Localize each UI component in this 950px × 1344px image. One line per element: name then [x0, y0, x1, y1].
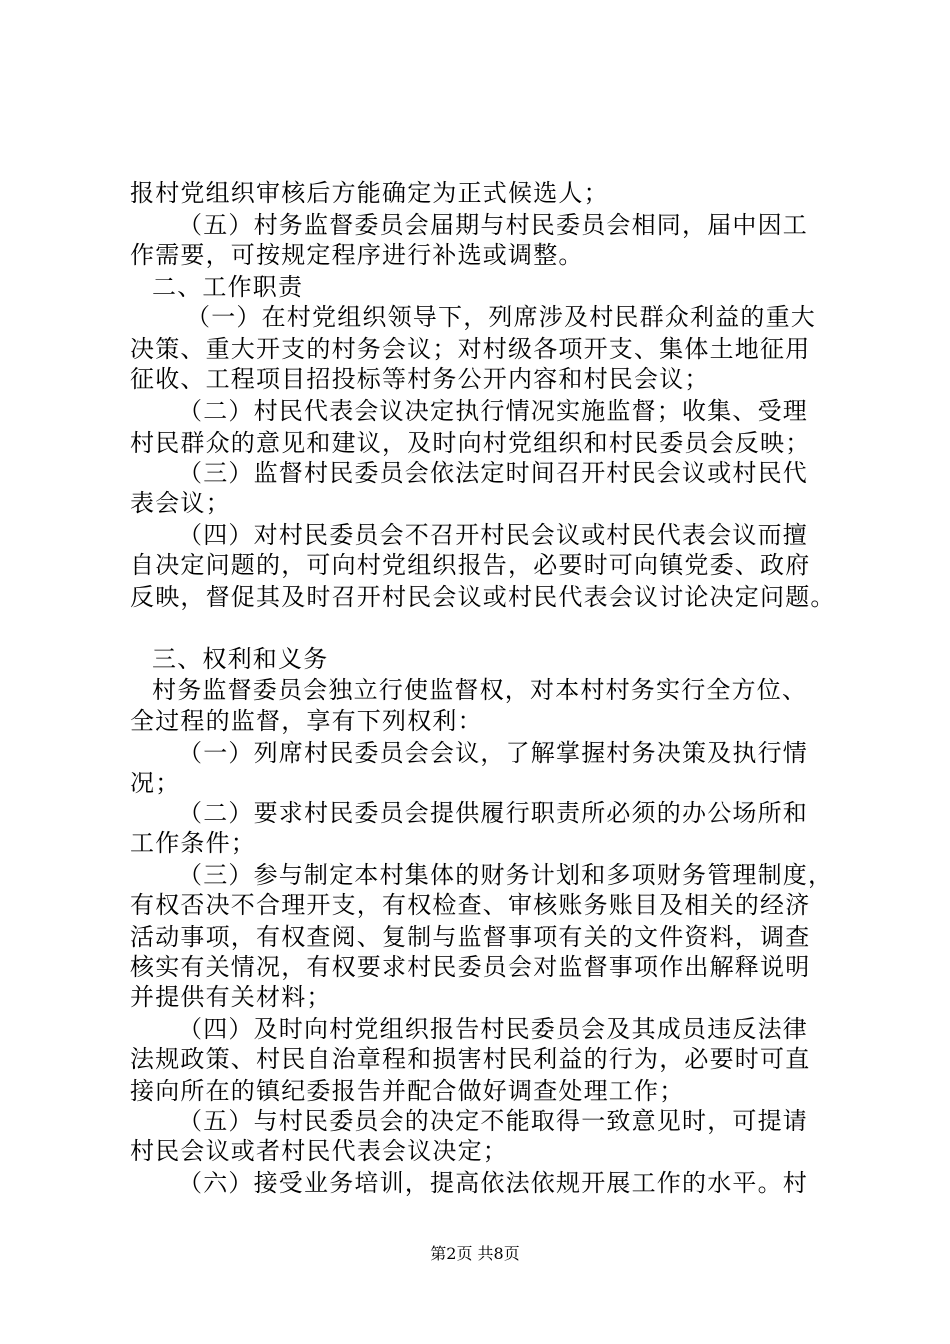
body-line: 反映，督促其及时召开村民会议或村民代表会议讨论决定问题。: [130, 583, 836, 611]
body-line: 全过程的监督，享有下列权利：: [130, 707, 483, 735]
body-line: 决策、重大开支的村务会议；对村级各项开支、集体土地征用: [130, 335, 811, 363]
body-line: 并提供有关材料；: [130, 983, 332, 1011]
body-line: 征收、工程项目招投标等村务公开内容和村民会议；: [130, 365, 710, 393]
body-line: （四）对村民委员会不召开村民会议或村民代表会议而擅: [178, 521, 808, 549]
body-line: （五）村务监督委员会届期与村民委员会相同，届中因工: [178, 211, 808, 239]
body-line: 况；: [130, 769, 181, 797]
body-line: 村民群众的意见和建议，及时向村党组织和村民委员会反映；: [130, 429, 811, 457]
body-line: 工作条件；: [130, 829, 256, 857]
body-line: 表会议；: [130, 489, 231, 517]
body-line: 作需要，可按规定程序进行补选或调整。: [130, 241, 584, 269]
body-line: （五）与村民委员会的决定不能取得一致意见时，可提请: [178, 1107, 808, 1135]
body-line: （三）监督村民委员会依法定时间召开村民会议或村民代: [178, 459, 808, 487]
body-line: 村务监督委员会独立行使监督权，对本村村务实行全方位、: [152, 676, 808, 704]
body-line: 活动事项，有权查阅、复制与监督事项有关的文件资料，调查: [130, 923, 811, 951]
page-footer: 第2页 共8页: [430, 1244, 520, 1263]
body-line: （六）接受业务培训，提高依法依规开展工作的水平。村: [178, 1169, 808, 1197]
body-line: 接向所在的镇纪委报告并配合做好调查处理工作；: [130, 1077, 685, 1105]
body-line: （二）要求村民委员会提供履行职责所必须的办公场所和: [178, 799, 808, 827]
body-line: （一）列席村民委员会会议，了解掌握村务决策及执行情: [178, 739, 808, 767]
body-line: （二）村民代表会议决定执行情况实施监督；收集、受理: [178, 397, 808, 425]
body-line: 核实有关情况，有权要求村民委员会对监督事项作出解释说明: [130, 953, 811, 981]
body-line: （一）在村党组织领导下，列席涉及村民群众利益的重大: [186, 303, 816, 331]
body-line: （四）及时向村党组织报告村民委员会及其成员违反法律: [178, 1015, 808, 1043]
body-line: 自决定问题的，可向村党组织报告，必要时可向镇党委、政府: [130, 551, 811, 579]
body-line: 村民会议或者村民代表会议决定；: [130, 1137, 508, 1165]
body-line: 报村党组织审核后方能确定为正式候选人；: [130, 179, 609, 207]
body-line: 法规政策、村民自治章程和损害村民利益的行为，必要时可直: [130, 1045, 811, 1073]
body-line: （三）参与制定本村集体的财务计划和多项财务管理制度，: [178, 861, 834, 889]
section-heading: 二、工作职责: [152, 273, 304, 301]
body-line: 有权否决不合理开支，有权检查、审核账务账目及相关的经济: [130, 891, 811, 919]
section-heading: 三、权利和义务: [152, 645, 329, 673]
